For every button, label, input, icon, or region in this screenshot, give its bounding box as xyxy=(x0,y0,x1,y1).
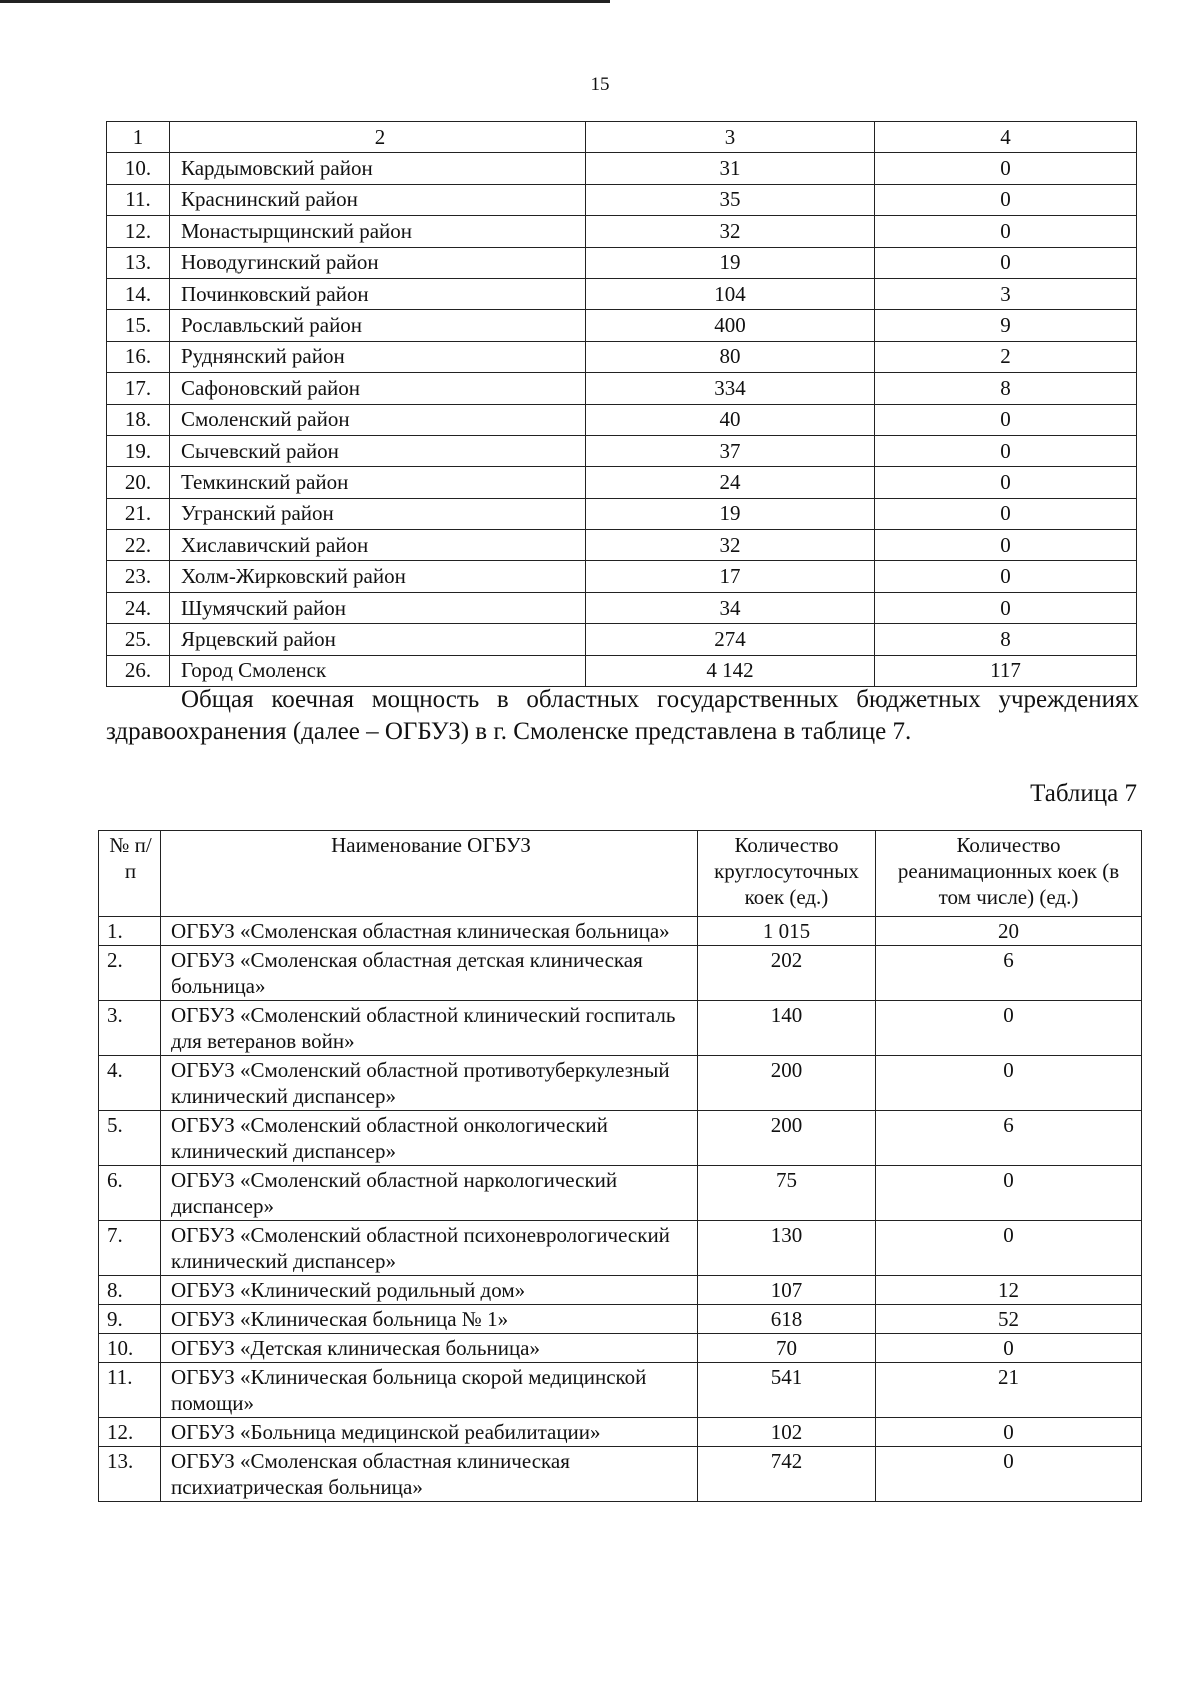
row-number: 18. xyxy=(107,404,170,435)
ogbuz-beds-table-body xyxy=(99,917,1142,1502)
beds-count: 742 xyxy=(698,1447,876,1502)
institution-name: ОГБУЗ «Детская клиническая больница» xyxy=(161,1334,698,1363)
table-row xyxy=(107,216,1137,247)
district-name: Кардымовский район xyxy=(170,153,586,184)
table-row xyxy=(99,1305,1142,1334)
institution-name: ОГБУЗ «Смоленская областная клиническая психиатрическая больница» xyxy=(161,1447,698,1502)
icu-beds-count: 0 xyxy=(875,184,1137,215)
district-name: Хиславичский район xyxy=(170,530,586,561)
district-beds-table xyxy=(106,121,1137,687)
header-cell-1: 1 xyxy=(107,122,170,153)
beds-count: 334 xyxy=(586,373,875,404)
beds-count: 19 xyxy=(586,247,875,278)
institution-name: ОГБУЗ «Клиническая больница № 1» xyxy=(161,1305,698,1334)
row-number: 2. xyxy=(99,946,161,1001)
beds-count: 80 xyxy=(586,341,875,372)
institution-name: ОГБУЗ «Больница медицинской реабилитации» xyxy=(161,1418,698,1447)
institution-name: ОГБУЗ «Смоленский областной онкологический клинический диспансер» xyxy=(161,1111,698,1166)
icu-beds-count: 0 xyxy=(875,498,1137,529)
icu-beds-count: 8 xyxy=(875,624,1137,655)
row-number: 1. xyxy=(99,917,161,946)
beds-count: 35 xyxy=(586,184,875,215)
beds-count: 70 xyxy=(698,1334,876,1363)
district-name: Краснинский район xyxy=(170,184,586,215)
row-number: 23. xyxy=(107,561,170,592)
row-number: 11. xyxy=(107,184,170,215)
row-number: 4. xyxy=(99,1056,161,1111)
row-number: 14. xyxy=(107,278,170,309)
beds-count: 202 xyxy=(698,946,876,1001)
institution-name: ОГБУЗ «Смоленская областная клиническая больница» xyxy=(161,917,698,946)
icu-beds-count: 6 xyxy=(876,1111,1142,1166)
row-number: 12. xyxy=(99,1418,161,1447)
row-number: 24. xyxy=(107,592,170,623)
table-header-row xyxy=(99,831,1142,917)
icu-beds-count: 21 xyxy=(876,1363,1142,1418)
icu-beds-count: 0 xyxy=(875,247,1137,278)
header-icu: Количество реанимационных коек (в том числе) (ед.) xyxy=(876,831,1142,917)
row-number: 12. xyxy=(107,216,170,247)
top-rule xyxy=(0,0,610,3)
table-row xyxy=(107,373,1137,404)
row-number: 9. xyxy=(99,1305,161,1334)
table-row xyxy=(107,530,1137,561)
header-name: Наименование ОГБУЗ xyxy=(161,831,698,917)
row-number: 25. xyxy=(107,624,170,655)
row-number: 11. xyxy=(99,1363,161,1418)
district-name: Смоленский район xyxy=(170,404,586,435)
district-beds-table-body xyxy=(107,122,1137,687)
table-row xyxy=(107,278,1137,309)
beds-count: 400 xyxy=(586,310,875,341)
table-row xyxy=(107,341,1137,372)
icu-beds-count: 117 xyxy=(875,655,1137,686)
institution-name: ОГБУЗ «Смоленский областной клинический госпиталь для ветеранов войн» xyxy=(161,1001,698,1056)
beds-count: 200 xyxy=(698,1056,876,1111)
header-cell-2: 2 xyxy=(170,122,586,153)
beds-count: 34 xyxy=(586,592,875,623)
row-number: 16. xyxy=(107,341,170,372)
institution-name: ОГБУЗ «Смоленский областной психоневрологический клинический диспансер» xyxy=(161,1221,698,1276)
row-number: 8. xyxy=(99,1276,161,1305)
district-name: Монастырщинский район xyxy=(170,216,586,247)
beds-count: 274 xyxy=(586,624,875,655)
beds-count: 32 xyxy=(586,216,875,247)
district-name: Сычевский район xyxy=(170,435,586,466)
icu-beds-count: 0 xyxy=(876,1001,1142,1056)
institution-name: ОГБУЗ «Смоленский областной противотуберкулезный клинический диспансер» xyxy=(161,1056,698,1111)
icu-beds-count: 20 xyxy=(876,917,1142,946)
beds-count: 24 xyxy=(586,467,875,498)
header-cell-3: 3 xyxy=(586,122,875,153)
beds-count: 1 015 xyxy=(698,917,876,946)
beds-count: 107 xyxy=(698,1276,876,1305)
table-row xyxy=(107,467,1137,498)
icu-beds-count: 0 xyxy=(875,561,1137,592)
row-number: 26. xyxy=(107,655,170,686)
icu-beds-count: 0 xyxy=(876,1334,1142,1363)
row-number: 13. xyxy=(99,1447,161,1502)
table-row xyxy=(107,498,1137,529)
table-row xyxy=(99,1056,1142,1111)
row-number: 22. xyxy=(107,530,170,561)
row-number: 19. xyxy=(107,435,170,466)
body-paragraph xyxy=(106,684,1139,748)
table-row xyxy=(99,1334,1142,1363)
table-caption: Таблица 7 xyxy=(1030,780,1137,807)
table-row xyxy=(107,561,1137,592)
table-header-row xyxy=(107,122,1137,153)
institution-name: ОГБУЗ «Смоленский областной наркологический диспансер» xyxy=(161,1166,698,1221)
beds-count: 140 xyxy=(698,1001,876,1056)
icu-beds-count: 0 xyxy=(875,216,1137,247)
beds-count: 104 xyxy=(586,278,875,309)
table-row xyxy=(99,1276,1142,1305)
icu-beds-count: 0 xyxy=(875,467,1137,498)
row-number: 10. xyxy=(99,1334,161,1363)
beds-count: 75 xyxy=(698,1166,876,1221)
beds-count: 200 xyxy=(698,1111,876,1166)
icu-beds-count: 0 xyxy=(875,435,1137,466)
institution-name: ОГБУЗ «Клинический родильный дом» xyxy=(161,1276,698,1305)
beds-count: 19 xyxy=(586,498,875,529)
beds-count: 130 xyxy=(698,1221,876,1276)
institution-name: ОГБУЗ «Клиническая больница скорой медицинской помощи» xyxy=(161,1363,698,1418)
icu-beds-count: 0 xyxy=(875,153,1137,184)
table-row xyxy=(107,404,1137,435)
icu-beds-count: 12 xyxy=(876,1276,1142,1305)
district-name: Руднянский район xyxy=(170,341,586,372)
icu-beds-count: 0 xyxy=(876,1447,1142,1502)
district-name: Город Смоленск xyxy=(170,655,586,686)
ogbuz-beds-table xyxy=(98,830,1142,1502)
district-name: Починковский район xyxy=(170,278,586,309)
district-name: Сафоновский район xyxy=(170,373,586,404)
table-row xyxy=(99,1221,1142,1276)
table-row xyxy=(99,946,1142,1001)
beds-count: 17 xyxy=(586,561,875,592)
row-number: 6. xyxy=(99,1166,161,1221)
table-row xyxy=(99,1363,1142,1418)
header-cell-4: 4 xyxy=(875,122,1137,153)
beds-count: 4 142 xyxy=(586,655,875,686)
beds-count: 31 xyxy=(586,153,875,184)
row-number: 3. xyxy=(99,1001,161,1056)
icu-beds-count: 8 xyxy=(875,373,1137,404)
icu-beds-count: 0 xyxy=(876,1166,1142,1221)
icu-beds-count: 52 xyxy=(876,1305,1142,1334)
icu-beds-count: 0 xyxy=(875,592,1137,623)
beds-count: 618 xyxy=(698,1305,876,1334)
row-number: 20. xyxy=(107,467,170,498)
district-name: Холм-Жирковский район xyxy=(170,561,586,592)
beds-count: 541 xyxy=(698,1363,876,1418)
table-row xyxy=(99,1447,1142,1502)
row-number: 21. xyxy=(107,498,170,529)
icu-beds-count: 0 xyxy=(875,530,1137,561)
beds-count: 37 xyxy=(586,435,875,466)
district-name: Рославльский район xyxy=(170,310,586,341)
header-num: № п/п xyxy=(99,831,161,917)
table-row xyxy=(107,184,1137,215)
icu-beds-count: 2 xyxy=(875,341,1137,372)
table-row xyxy=(107,592,1137,623)
table-row xyxy=(99,1166,1142,1221)
table-row xyxy=(99,1111,1142,1166)
district-name: Ярцевский район xyxy=(170,624,586,655)
institution-name: ОГБУЗ «Смоленская областная детская клиническая больница» xyxy=(161,946,698,1001)
row-number: 5. xyxy=(99,1111,161,1166)
district-name: Темкинский район xyxy=(170,467,586,498)
table-row xyxy=(107,153,1137,184)
table-row xyxy=(99,1001,1142,1056)
header-beds: Количество круглосуточных коек (ед.) xyxy=(698,831,876,917)
row-number: 7. xyxy=(99,1221,161,1276)
table-row xyxy=(107,435,1137,466)
icu-beds-count: 0 xyxy=(875,404,1137,435)
table-row xyxy=(107,247,1137,278)
row-number: 13. xyxy=(107,247,170,278)
row-number: 10. xyxy=(107,153,170,184)
icu-beds-count: 6 xyxy=(876,946,1142,1001)
beds-count: 102 xyxy=(698,1418,876,1447)
district-name: Угранский район xyxy=(170,498,586,529)
table-row xyxy=(107,310,1137,341)
icu-beds-count: 0 xyxy=(876,1056,1142,1111)
district-name: Новодугинский район xyxy=(170,247,586,278)
district-name: Шумячский район xyxy=(170,592,586,623)
page-number: 15 xyxy=(590,74,610,95)
icu-beds-count: 0 xyxy=(876,1418,1142,1447)
table-row xyxy=(107,624,1137,655)
icu-beds-count: 0 xyxy=(876,1221,1142,1276)
paragraph-text: Общая коечная мощность в областных государственных бюджетных учреждениях здравоохранения (далее – ОГБУЗ) в г. Смоленске представлена в таблице 7. xyxy=(106,686,1139,745)
icu-beds-count: 3 xyxy=(875,278,1137,309)
beds-count: 32 xyxy=(586,530,875,561)
row-number: 15. xyxy=(107,310,170,341)
row-number: 17. xyxy=(107,373,170,404)
table-row xyxy=(99,917,1142,946)
table-row xyxy=(107,655,1137,686)
beds-count: 40 xyxy=(586,404,875,435)
icu-beds-count: 9 xyxy=(875,310,1137,341)
table-row xyxy=(99,1418,1142,1447)
